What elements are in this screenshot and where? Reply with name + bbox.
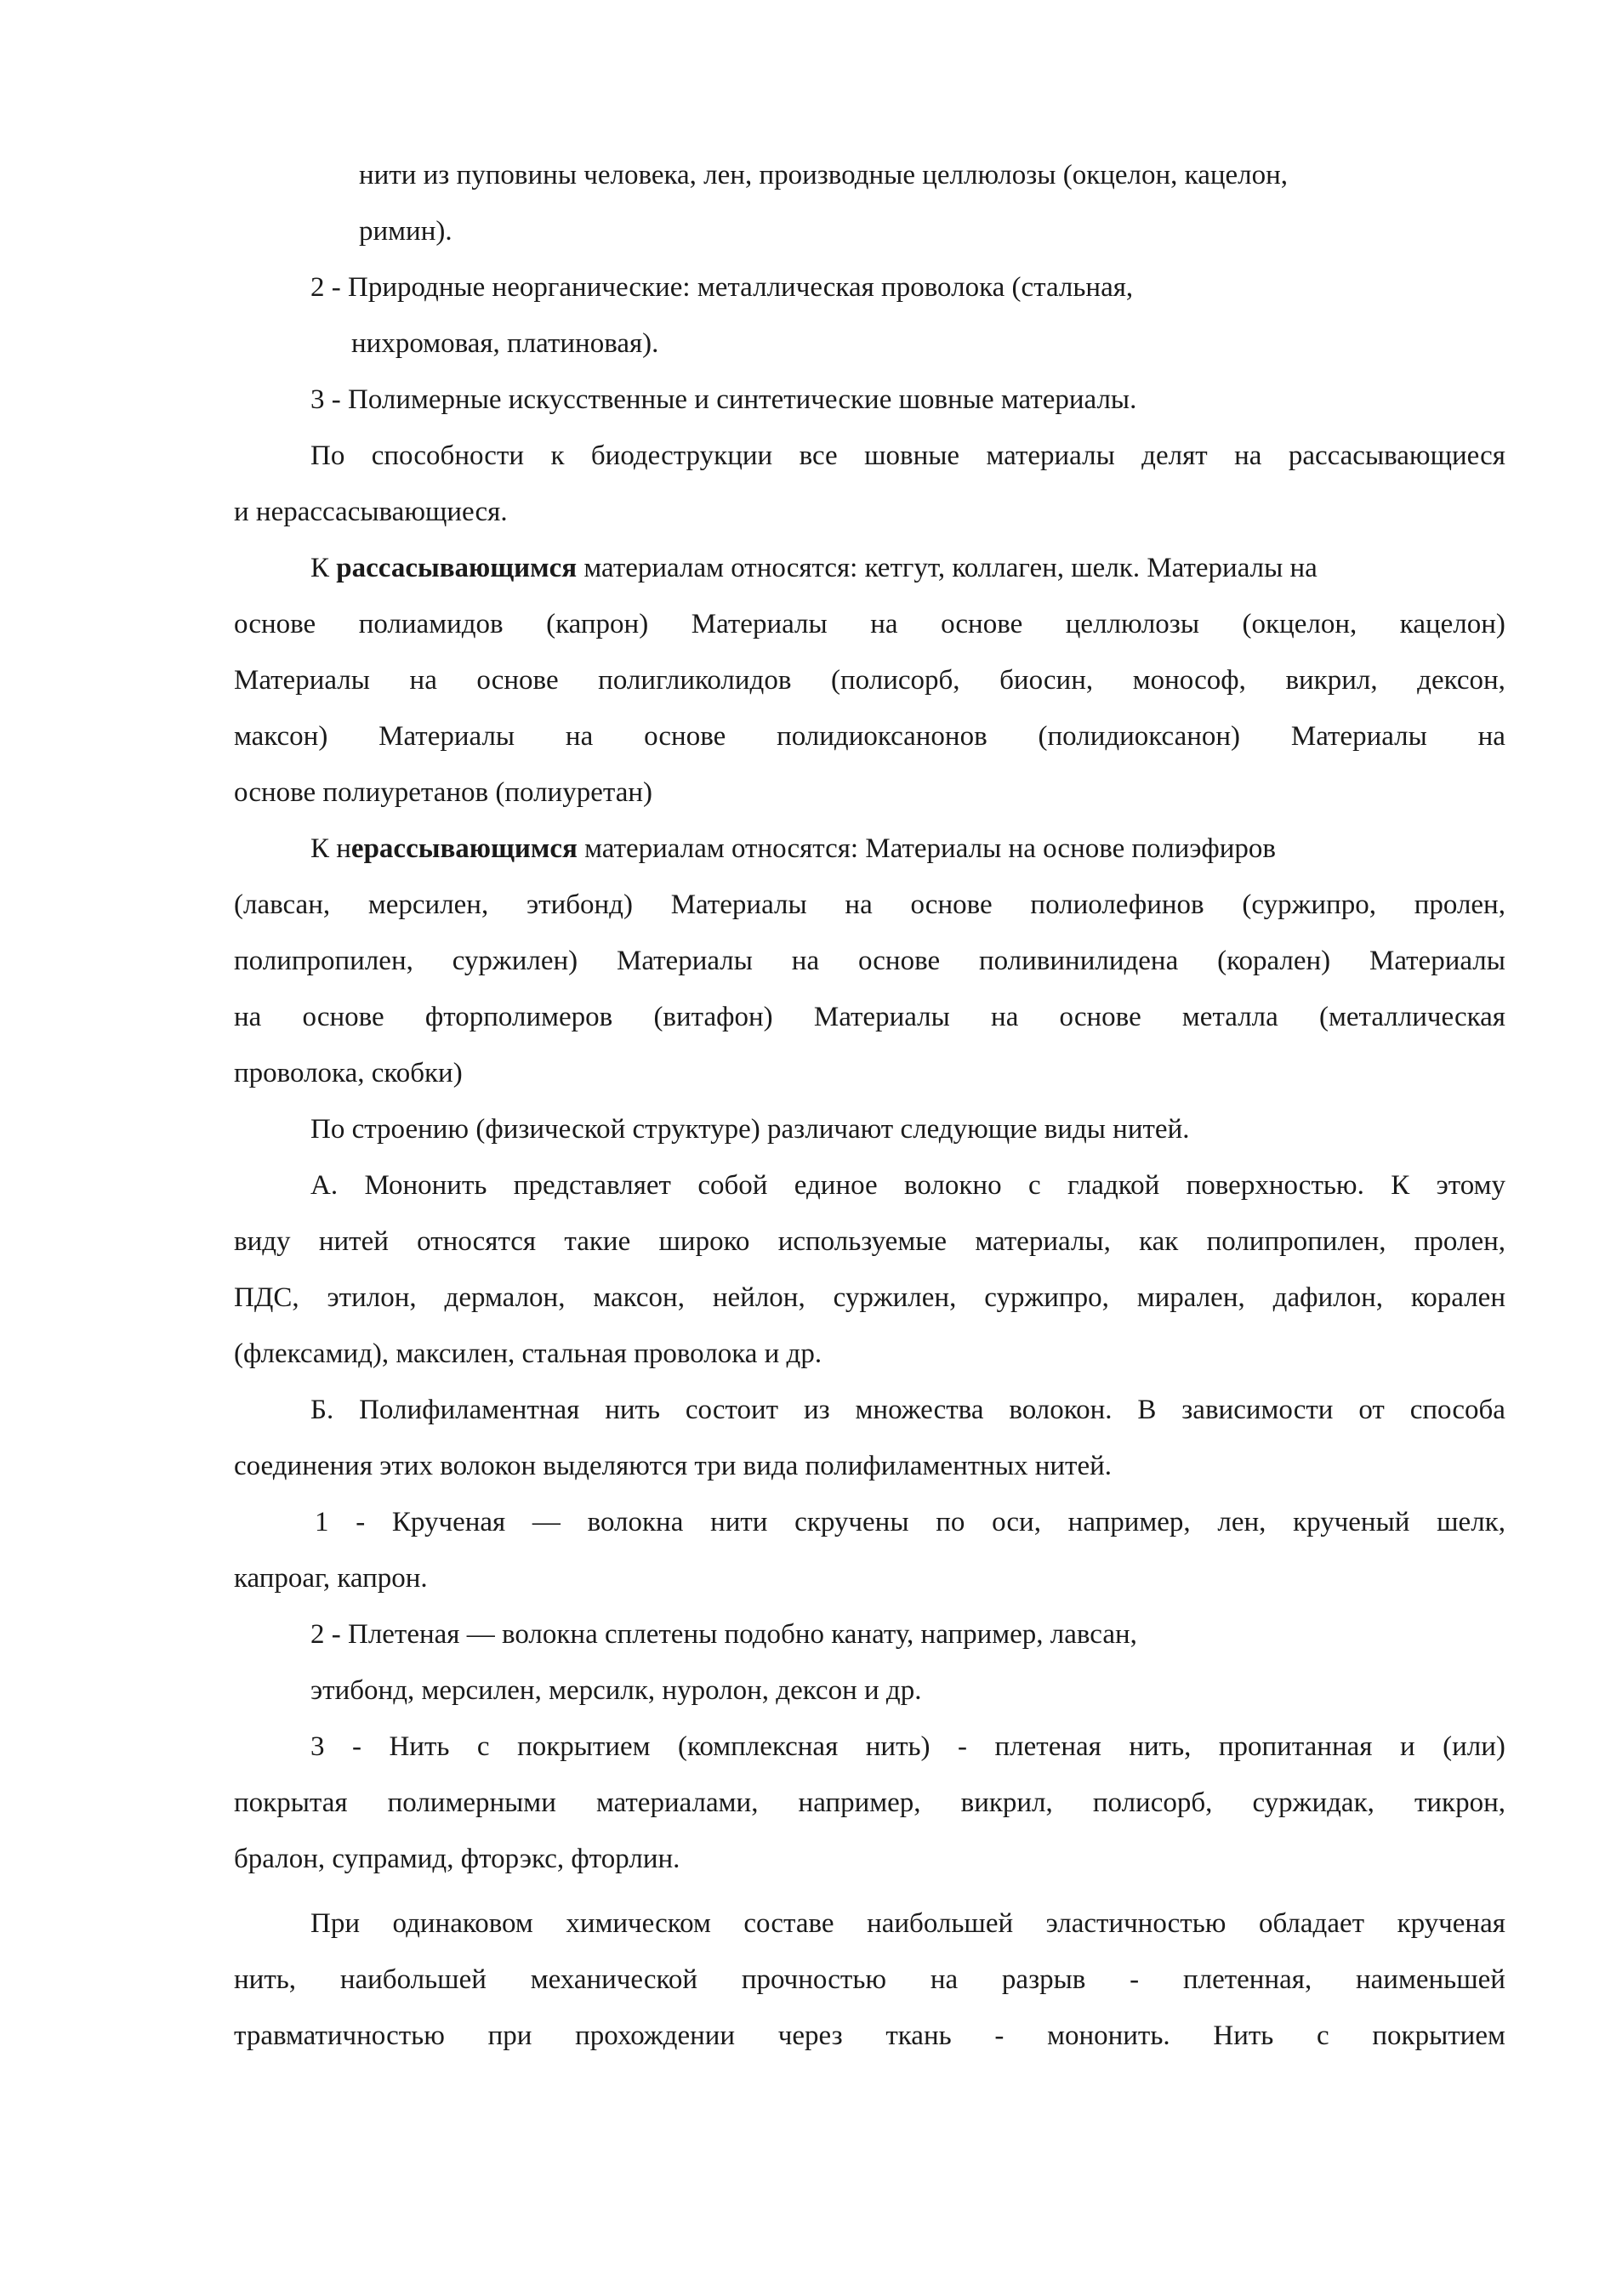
word: полипропилен,: [1206, 1226, 1386, 1257]
word: биодеструкции: [590, 440, 773, 471]
word: (полидиоксанон): [1038, 721, 1241, 752]
word: -: [958, 1731, 968, 1762]
word: (металлическая: [1319, 1002, 1505, 1032]
word: с: [476, 1731, 490, 1762]
text-line: По строению (физической структуре) различают следующие виды нитей.: [310, 1114, 1190, 1145]
word: способа: [1409, 1395, 1505, 1425]
word: при: [487, 2020, 532, 2051]
word: составе: [743, 1908, 834, 1939]
word: основе: [941, 609, 1023, 639]
word: суржипро,: [984, 1282, 1109, 1313]
word: травматичностью: [234, 2020, 445, 2051]
word: с: [1027, 1170, 1041, 1201]
text-line: проволока, скобки): [234, 1058, 463, 1088]
word: на: [791, 946, 820, 976]
word: нить): [865, 1731, 931, 1762]
word: основе: [910, 889, 993, 920]
word: широко: [658, 1226, 750, 1257]
text-line: и нерассасывающиеся.: [234, 497, 508, 527]
word: плетеная: [994, 1731, 1101, 1762]
word: основе: [1059, 1002, 1141, 1032]
word: нить,: [1129, 1731, 1192, 1762]
text-line: 2 - Плетеная — волокна сплетены подобно канату, например, лавсан,: [310, 1619, 1137, 1650]
word: собой: [697, 1170, 768, 1201]
word: этилон,: [327, 1282, 417, 1313]
word: на: [409, 665, 437, 696]
text-run: материалам относятся: кетгут, коллаген, шелк. Материалы на: [577, 553, 1318, 583]
word: шовные: [864, 440, 960, 471]
text-line: основе полиуретанов (полиуретан): [234, 777, 652, 808]
word: Материалы: [1369, 946, 1505, 976]
text-line: [234, 719, 1505, 753]
text-line: [315, 1505, 1505, 1539]
word: одинаковом: [392, 1908, 533, 1939]
word: Материалы: [378, 721, 515, 752]
word: целлюлозы: [1065, 609, 1200, 639]
word: на: [1477, 721, 1505, 752]
word: лен,: [1217, 1507, 1266, 1537]
word: химическом: [566, 1908, 711, 1939]
word: плетенная,: [1182, 1964, 1312, 1995]
word: Материалы: [691, 609, 828, 639]
word: поливинилидена: [978, 946, 1179, 976]
word: единое: [794, 1170, 878, 1201]
word: волокон.: [1009, 1395, 1113, 1425]
word: -: [351, 1731, 361, 1762]
text-line: [234, 2019, 1505, 2053]
text-line: бралон, супрамид, фторэкс, фторлин.: [234, 1844, 680, 1874]
word: ПДС,: [234, 1282, 299, 1313]
word: (корален): [1217, 946, 1331, 976]
word: (окцелон,: [1242, 609, 1357, 639]
text-line: [310, 551, 1318, 585]
word: этибонд): [526, 889, 633, 920]
word: оси,: [992, 1507, 1041, 1537]
text-line: [234, 607, 1505, 641]
word: основе: [302, 1002, 384, 1032]
text-line: [310, 1168, 1505, 1202]
word: виду: [234, 1226, 291, 1257]
word: максон): [234, 721, 328, 752]
word: на: [845, 889, 873, 920]
word: покрытая: [234, 1787, 348, 1818]
word: материалы: [986, 440, 1115, 471]
text-run: К н: [310, 833, 351, 864]
text-line: [234, 1786, 1505, 1820]
word: на: [1234, 440, 1262, 471]
word: и: [1399, 1731, 1415, 1762]
word: материалы,: [975, 1226, 1111, 1257]
word: мерсилен,: [367, 889, 489, 920]
word: пролен,: [1414, 889, 1505, 920]
word: кацелон): [1399, 609, 1505, 639]
word: -: [356, 1507, 366, 1537]
word: (суржипро,: [1242, 889, 1376, 920]
word: полиолефинов: [1030, 889, 1204, 920]
word: полигликолидов: [598, 665, 792, 696]
word: покрытием: [1372, 2020, 1505, 2051]
word: пропитанная: [1218, 1731, 1373, 1762]
word: тикрон,: [1414, 1787, 1505, 1818]
text-line: [234, 663, 1505, 697]
word: Материалы: [234, 665, 370, 696]
word: относятся: [417, 1226, 537, 1257]
word: -: [1130, 1964, 1140, 1995]
word: дафилон,: [1272, 1282, 1384, 1313]
word: дексон,: [1417, 665, 1505, 696]
word: При: [310, 1908, 360, 1939]
word: нитей: [318, 1226, 389, 1257]
word: Материалы: [813, 1002, 950, 1032]
word: на: [234, 1002, 262, 1032]
word: (комплексная: [678, 1731, 839, 1762]
text-line: [234, 888, 1505, 922]
word: основе: [476, 665, 559, 696]
word: Материалы: [1290, 721, 1427, 752]
text-line: нити из пуповины человека, лен, производные целлюлозы (окцелон, кацелон,: [359, 160, 1289, 190]
text-line: соединения этих волокон выделяются три вида полифиламентных нитей.: [234, 1451, 1113, 1481]
word: основе: [857, 946, 941, 976]
text-line: [234, 944, 1505, 978]
word: суржидак,: [1252, 1787, 1374, 1818]
word: (лавсан,: [234, 889, 331, 920]
text-line: 2 - Природные неорганические: металлическая проволока (стальная,: [310, 272, 1134, 303]
word: суржилен): [452, 946, 578, 976]
word: корален: [1410, 1282, 1505, 1313]
text-line: [234, 1281, 1505, 1315]
text-line: [310, 1730, 1505, 1764]
word: 1: [315, 1507, 329, 1537]
word: ткань: [885, 2020, 952, 2051]
word: например,: [1067, 1507, 1191, 1537]
text-line: (флексамид), максилен, стальная проволока и др.: [234, 1338, 822, 1369]
word: миралeн,: [1136, 1282, 1245, 1313]
word: -: [994, 2020, 1005, 2051]
word: нити: [710, 1507, 768, 1537]
word: основе: [234, 609, 316, 639]
word: полипропилен,: [234, 946, 413, 976]
word: максон,: [593, 1282, 685, 1313]
word: Материалы: [616, 946, 753, 976]
word: крученая: [1397, 1908, 1505, 1939]
word: викрил,: [1285, 665, 1378, 696]
word: суржилен,: [833, 1282, 957, 1313]
word: волокно: [904, 1170, 1002, 1201]
word: Нить: [1213, 2020, 1274, 2051]
word: с: [1317, 2020, 1329, 2051]
text-line: [234, 1963, 1505, 1997]
word: гладкой: [1067, 1170, 1160, 1201]
text-run: материалам относятся: Материалы на основе полиэфиров: [577, 833, 1276, 864]
word: все: [799, 440, 838, 471]
text-line: нихромовая, платиновая).: [351, 328, 659, 359]
word: 3: [310, 1731, 325, 1762]
word: делят: [1141, 440, 1208, 471]
word: Б.: [310, 1395, 334, 1425]
word: монософ,: [1132, 665, 1246, 696]
word: на: [870, 609, 898, 639]
word: используемые: [777, 1226, 948, 1257]
word: (витафон): [653, 1002, 773, 1032]
text-line: [310, 832, 1276, 866]
word: пролен,: [1414, 1226, 1505, 1257]
word: полисорб,: [1092, 1787, 1213, 1818]
word: викрил,: [960, 1787, 1053, 1818]
word: Полифиламентная: [359, 1395, 580, 1425]
word: наибольшей: [867, 1908, 1014, 1939]
word: (капрон): [546, 609, 649, 639]
word: множества: [855, 1395, 984, 1425]
word: металла: [1181, 1002, 1278, 1032]
word: биосин,: [999, 665, 1094, 696]
word: наименьшей: [1356, 1964, 1505, 1995]
word: нить: [605, 1395, 661, 1425]
word: К: [1391, 1170, 1410, 1201]
word: Мононить: [364, 1170, 487, 1201]
word: нить,: [234, 1964, 297, 1995]
word: Материалы: [670, 889, 807, 920]
text-line: этибонд, мерсилен, мерсилк, нуролон, дексон и др.: [310, 1675, 922, 1706]
word: механической: [530, 1964, 698, 1995]
bold-term: рассасывающимся: [336, 553, 578, 583]
word: А.: [310, 1170, 339, 1201]
word: материалами,: [595, 1787, 759, 1818]
word: как: [1139, 1226, 1179, 1257]
word: прохождении: [575, 2020, 736, 2051]
word: от: [1358, 1395, 1385, 1425]
word: По: [310, 440, 345, 471]
word: фторполимеров: [424, 1002, 613, 1032]
word: разрыв: [1001, 1964, 1086, 1995]
word: Крученая: [391, 1507, 506, 1537]
word: нейлон,: [712, 1282, 805, 1313]
word: —: [532, 1507, 561, 1537]
word: на: [565, 721, 594, 752]
word: поверхностью.: [1186, 1170, 1364, 1201]
word: способности: [371, 440, 525, 471]
word: обладает: [1258, 1908, 1365, 1939]
word: крученый: [1293, 1507, 1410, 1537]
text-line: [234, 1225, 1505, 1259]
word: скручены: [794, 1507, 909, 1537]
text-run: К: [310, 553, 337, 583]
word: к: [550, 440, 565, 471]
word: волокна: [587, 1507, 684, 1537]
word: шелк,: [1437, 1507, 1505, 1537]
word: Нить: [389, 1731, 450, 1762]
word: покрытием: [517, 1731, 651, 1762]
word: дермалон,: [444, 1282, 566, 1313]
bold-term: ерассывающимся: [350, 833, 578, 864]
word: основе: [644, 721, 726, 752]
word: по: [936, 1507, 965, 1537]
word: представляет: [513, 1170, 671, 1201]
text-line: [234, 1000, 1505, 1034]
word: наибольшей: [339, 1964, 487, 1995]
word: мононить.: [1047, 2020, 1170, 2051]
word: состоит: [685, 1395, 779, 1425]
text-line: капроаг, капрон.: [234, 1563, 428, 1594]
word: полимерными: [387, 1787, 556, 1818]
word: эластичностью: [1045, 1908, 1226, 1939]
word: В: [1137, 1395, 1157, 1425]
word: рассасывающиеся: [1288, 440, 1505, 471]
word: прочностью: [741, 1964, 887, 1995]
word: через: [777, 2020, 843, 2051]
text-line: [310, 439, 1505, 473]
text-line: [310, 1907, 1505, 1941]
word: на: [930, 1964, 959, 1995]
text-line: [310, 1393, 1505, 1427]
word: (или): [1443, 1731, 1505, 1762]
word: такие: [564, 1226, 631, 1257]
text-line: 3 - Полимерные искусственные и синтетические шовные материалы.: [310, 384, 1137, 415]
word: зависимости: [1181, 1395, 1334, 1425]
word: на: [991, 1002, 1019, 1032]
word: полидиоксанонов: [777, 721, 987, 752]
word: из: [803, 1395, 830, 1425]
text-line: римин).: [359, 216, 452, 247]
word: этому: [1436, 1170, 1505, 1201]
word: (полисорб,: [831, 665, 960, 696]
word: полиамидов: [358, 609, 504, 639]
word: например,: [798, 1787, 921, 1818]
